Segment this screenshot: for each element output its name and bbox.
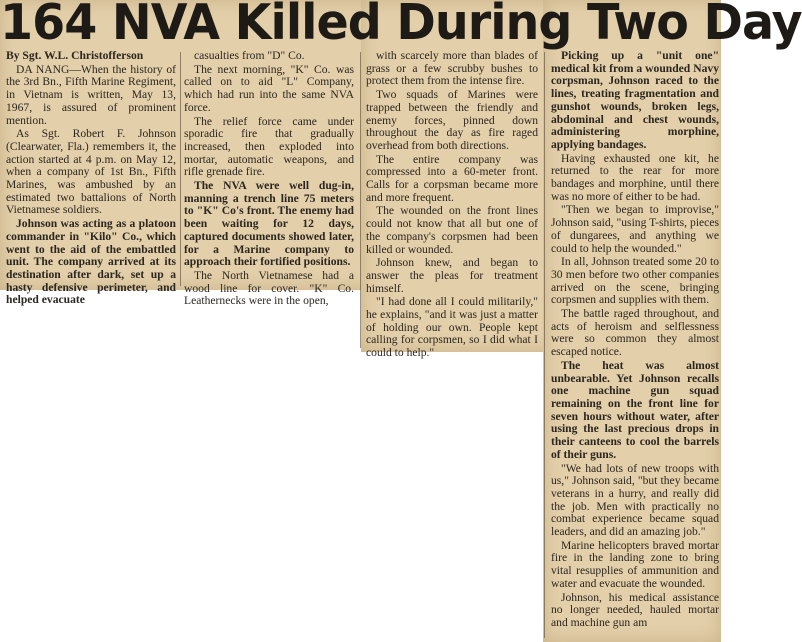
article-paragraph: Marine helicopters braved mortar fire in the landing zone to bring vital resupplies of ammunition and water and evacuate the wounded. [551,538,719,590]
article-paragraph: The NVA were well dug-in, manning a trench line 75 meters to "K" Co's front. The enemy had been waiting for 12 days, captured documents showed later, for a Marine company to approach their fortified positions. [184,179,354,269]
article-paragraph: "I had done all I could militarily," he explains, "and it was just a matter of holding our own. People kept calling for corpsmen, so I did what I could to help." [366,295,538,360]
column-rule [360,52,361,348]
article-paragraph: Johnson was acting as a platoon commander in "Kilo" Co., which went to the aid of the embattled unit. The company arrived at its destination after dark, set up a hasty defensive perimeter, and helped evacuate [6,217,176,307]
column-rule [180,52,181,286]
article-paragraph: The wounded on the front lines could not know that all but one of the company's corpsmen had been killed or wounded. [366,204,538,256]
article-paragraph: The North Vietnamese had a wood line for cover. "K" Co. Leathernecks were in the open, [184,268,354,308]
article-paragraph: Johnson, his medical assistance no longer needed, hauled mortar and machine gun am [551,590,719,629]
article-paragraph: The heat was almost unbearable. Yet Johnson recalls one machine gun squad remaining on the front line for seven hours without water, after using the last precious drops in their canteens to cool the barrels of their guns. [551,358,719,461]
article-paragraph: casualties from "D" Co. [194,49,305,62]
article-paragraph: Having exhausted one kit, he returned to the rear for more bandages and morphine, until there was no more of either to be had. [551,151,719,203]
article-paragraph: DA NANG—When the history of the 3rd Bn., Fifth Marine Regiment, in Vietnam is written, May 13, 1967, is assured of prominent mention. [6,62,176,127]
article-paragraph: Picking up a "unit one" medical kit from a wounded Navy corpsman, Johnson raced to the lines, treating fragmentation and gunshot wounds, broken legs, abdominal and chest wounds, administering morphine, applying bandages. [551,49,719,151]
article-paragraph: As Sgt. Robert F. Johnson (Clearwater, Fla.) remembers it, the action started at 4 p.m. on May 12, when a company of 1st Bn., Fifth Marines, was ambushed by an estimated two battalions of North Vietnamese soldiers. [6,127,176,217]
article-paragraph: Johnson knew, and began to answer the pleas for treatment himself. [366,256,538,295]
article-paragraph: with scarcely more than blades of grass or a few scrubby bushes to protect them from the intense fire. [366,49,538,88]
article-paragraph: In all, Johnson treated some 20 to 30 men before two other companies arrived on the scene, bringing corpsmen and supplies with them. [551,255,719,307]
article-paragraph: "Then we began to improvise," Johnson said, "using T-shirts, pieces of dungarees, and anything we could to help the wounded." [551,203,719,255]
article-paragraph: The entire company was compressed into a 60-meter front. Calls for a corpsman became more and more frequent. [366,152,538,204]
byline: By Sgt. W.L. Christofferson [6,49,144,62]
article-column-2 [184,49,354,308]
article-column-1 [6,49,176,307]
article-paragraph: The relief force came under sporadic fire that gradually increased, then exploded into mortar, automatic weapons, and rifle grenade fire. [184,114,354,179]
article-paragraph: The next morning, "K" Co. was called on to aid "L" Company, which had run into the same NVA force. [184,62,354,114]
article-paragraph: Two squads of Marines were trapped between the friendly and enemy forces, pinned down throughout the day as fire raged overhead from both directions. [366,88,538,152]
column-rule [544,52,545,638]
article-headline: 164 NVA Killed During Two Day [0,0,802,51]
article-column-4 [551,50,719,640]
article-paragraph: "We had lots of new troops with us," Johnson said, "but they became veterans in a hurry, and really did the job. Men with practically no combat experience became squad leaders, and did an amazing job." [551,461,719,539]
article-column-3 [366,49,538,360]
article-paragraph: The battle raged throughout, and acts of heroism and selflessness were so common they almost escaped notice. [551,307,719,359]
